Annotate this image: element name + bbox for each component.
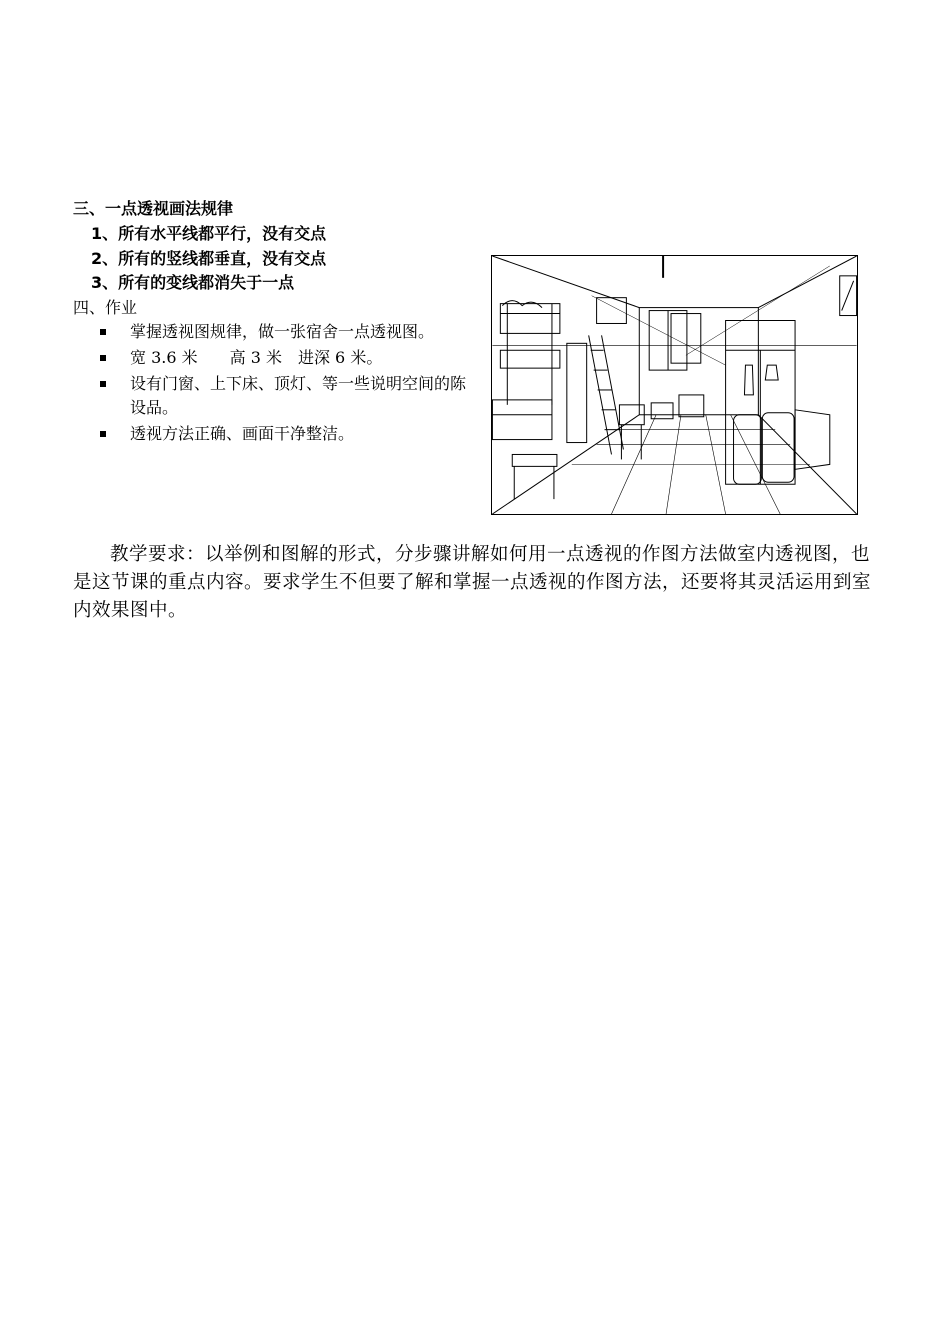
homework-item: 设有门窗、上下床、顶灯、等一些说明空间的陈设品。	[100, 372, 478, 420]
rule-3: 3、所有的变线都消失于一点	[91, 273, 295, 292]
bullet-square-icon	[100, 355, 106, 361]
dormitory-perspective-drawing	[491, 255, 858, 515]
section-4-heading: 四、作业	[73, 298, 138, 317]
bullet-square-icon	[100, 329, 106, 335]
teaching-requirement-paragraph: 教学要求：以举例和图解的形式，分步骤讲解如何用一点透视的作图方法做室内透视图，也是这节课的重点内容。要求学生不但要了解和掌握一点透视的作图方法，还要将其灵活运用到室内效果图中。	[73, 544, 872, 621]
homework-list	[100, 320, 478, 448]
section-3-heading: 三、一点透视画法规律	[73, 199, 234, 218]
homework-item: 透视方法正确、画面干净整洁。	[100, 422, 478, 446]
rule-1: 1、所有水平线都平行，没有交点	[91, 224, 327, 243]
rule-2: 2、所有的竖线都垂直，没有交点	[91, 249, 327, 268]
bullet-square-icon	[100, 431, 106, 437]
bullet-square-icon	[100, 381, 106, 387]
homework-item: 掌握透视图规律，做一张宿舍一点透视图。	[100, 320, 478, 344]
homework-item: 宽 3.6 米 高 3 米 进深 6 米。	[100, 346, 478, 370]
